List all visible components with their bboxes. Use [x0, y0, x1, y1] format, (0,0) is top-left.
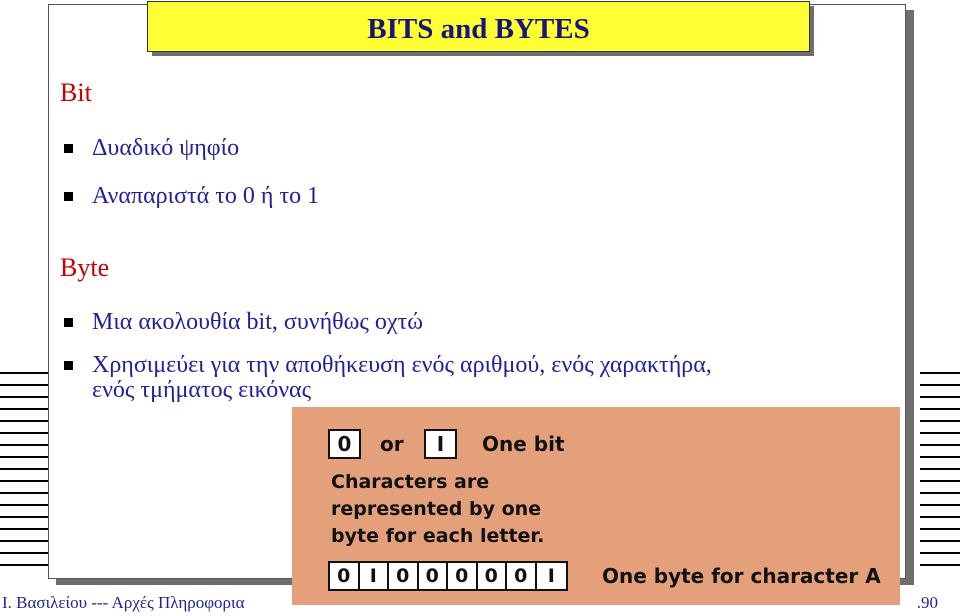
byte-bit-cell: I — [547, 565, 555, 587]
right-stripe-decoration — [920, 372, 960, 578]
character-description: Characters are represented by one byte for each letter. — [331, 471, 545, 547]
byte-bit-cell: 0 — [448, 563, 478, 589]
bullet-square-icon — [64, 192, 73, 201]
footer-author: Ι. Βασιλείου --- Αρχές Πληροφορια — [2, 593, 245, 612]
byte-bit-cell: 0 — [419, 563, 449, 589]
byte-bit-cell: I — [360, 563, 390, 589]
slide-title: BITS and BYTES — [147, 1, 810, 52]
byte-caption: One byte for character A — [602, 564, 881, 588]
footer-page-number: .90 — [916, 593, 938, 612]
byte-bits-row — [328, 561, 568, 591]
bullet-square-icon — [64, 144, 73, 153]
byte-bit-cell: 0 — [389, 563, 419, 589]
byte-bit-cell: 0 — [478, 563, 508, 589]
or-label: or — [380, 432, 404, 456]
bits-bytes-illustration — [292, 407, 900, 605]
one-bit-label: One bit — [482, 432, 565, 456]
bit-one-box: I — [424, 429, 457, 459]
bit-zero-box: 0 — [328, 429, 361, 459]
section-heading-byte: Byte — [60, 253, 110, 282]
byte-bit-cell: 0 — [507, 563, 537, 589]
bullet-square-icon — [64, 318, 73, 327]
byte-bit-cell: 0 — [330, 563, 360, 589]
bullet-square-icon — [64, 361, 73, 370]
section-heading-bit: Bit — [60, 78, 92, 107]
